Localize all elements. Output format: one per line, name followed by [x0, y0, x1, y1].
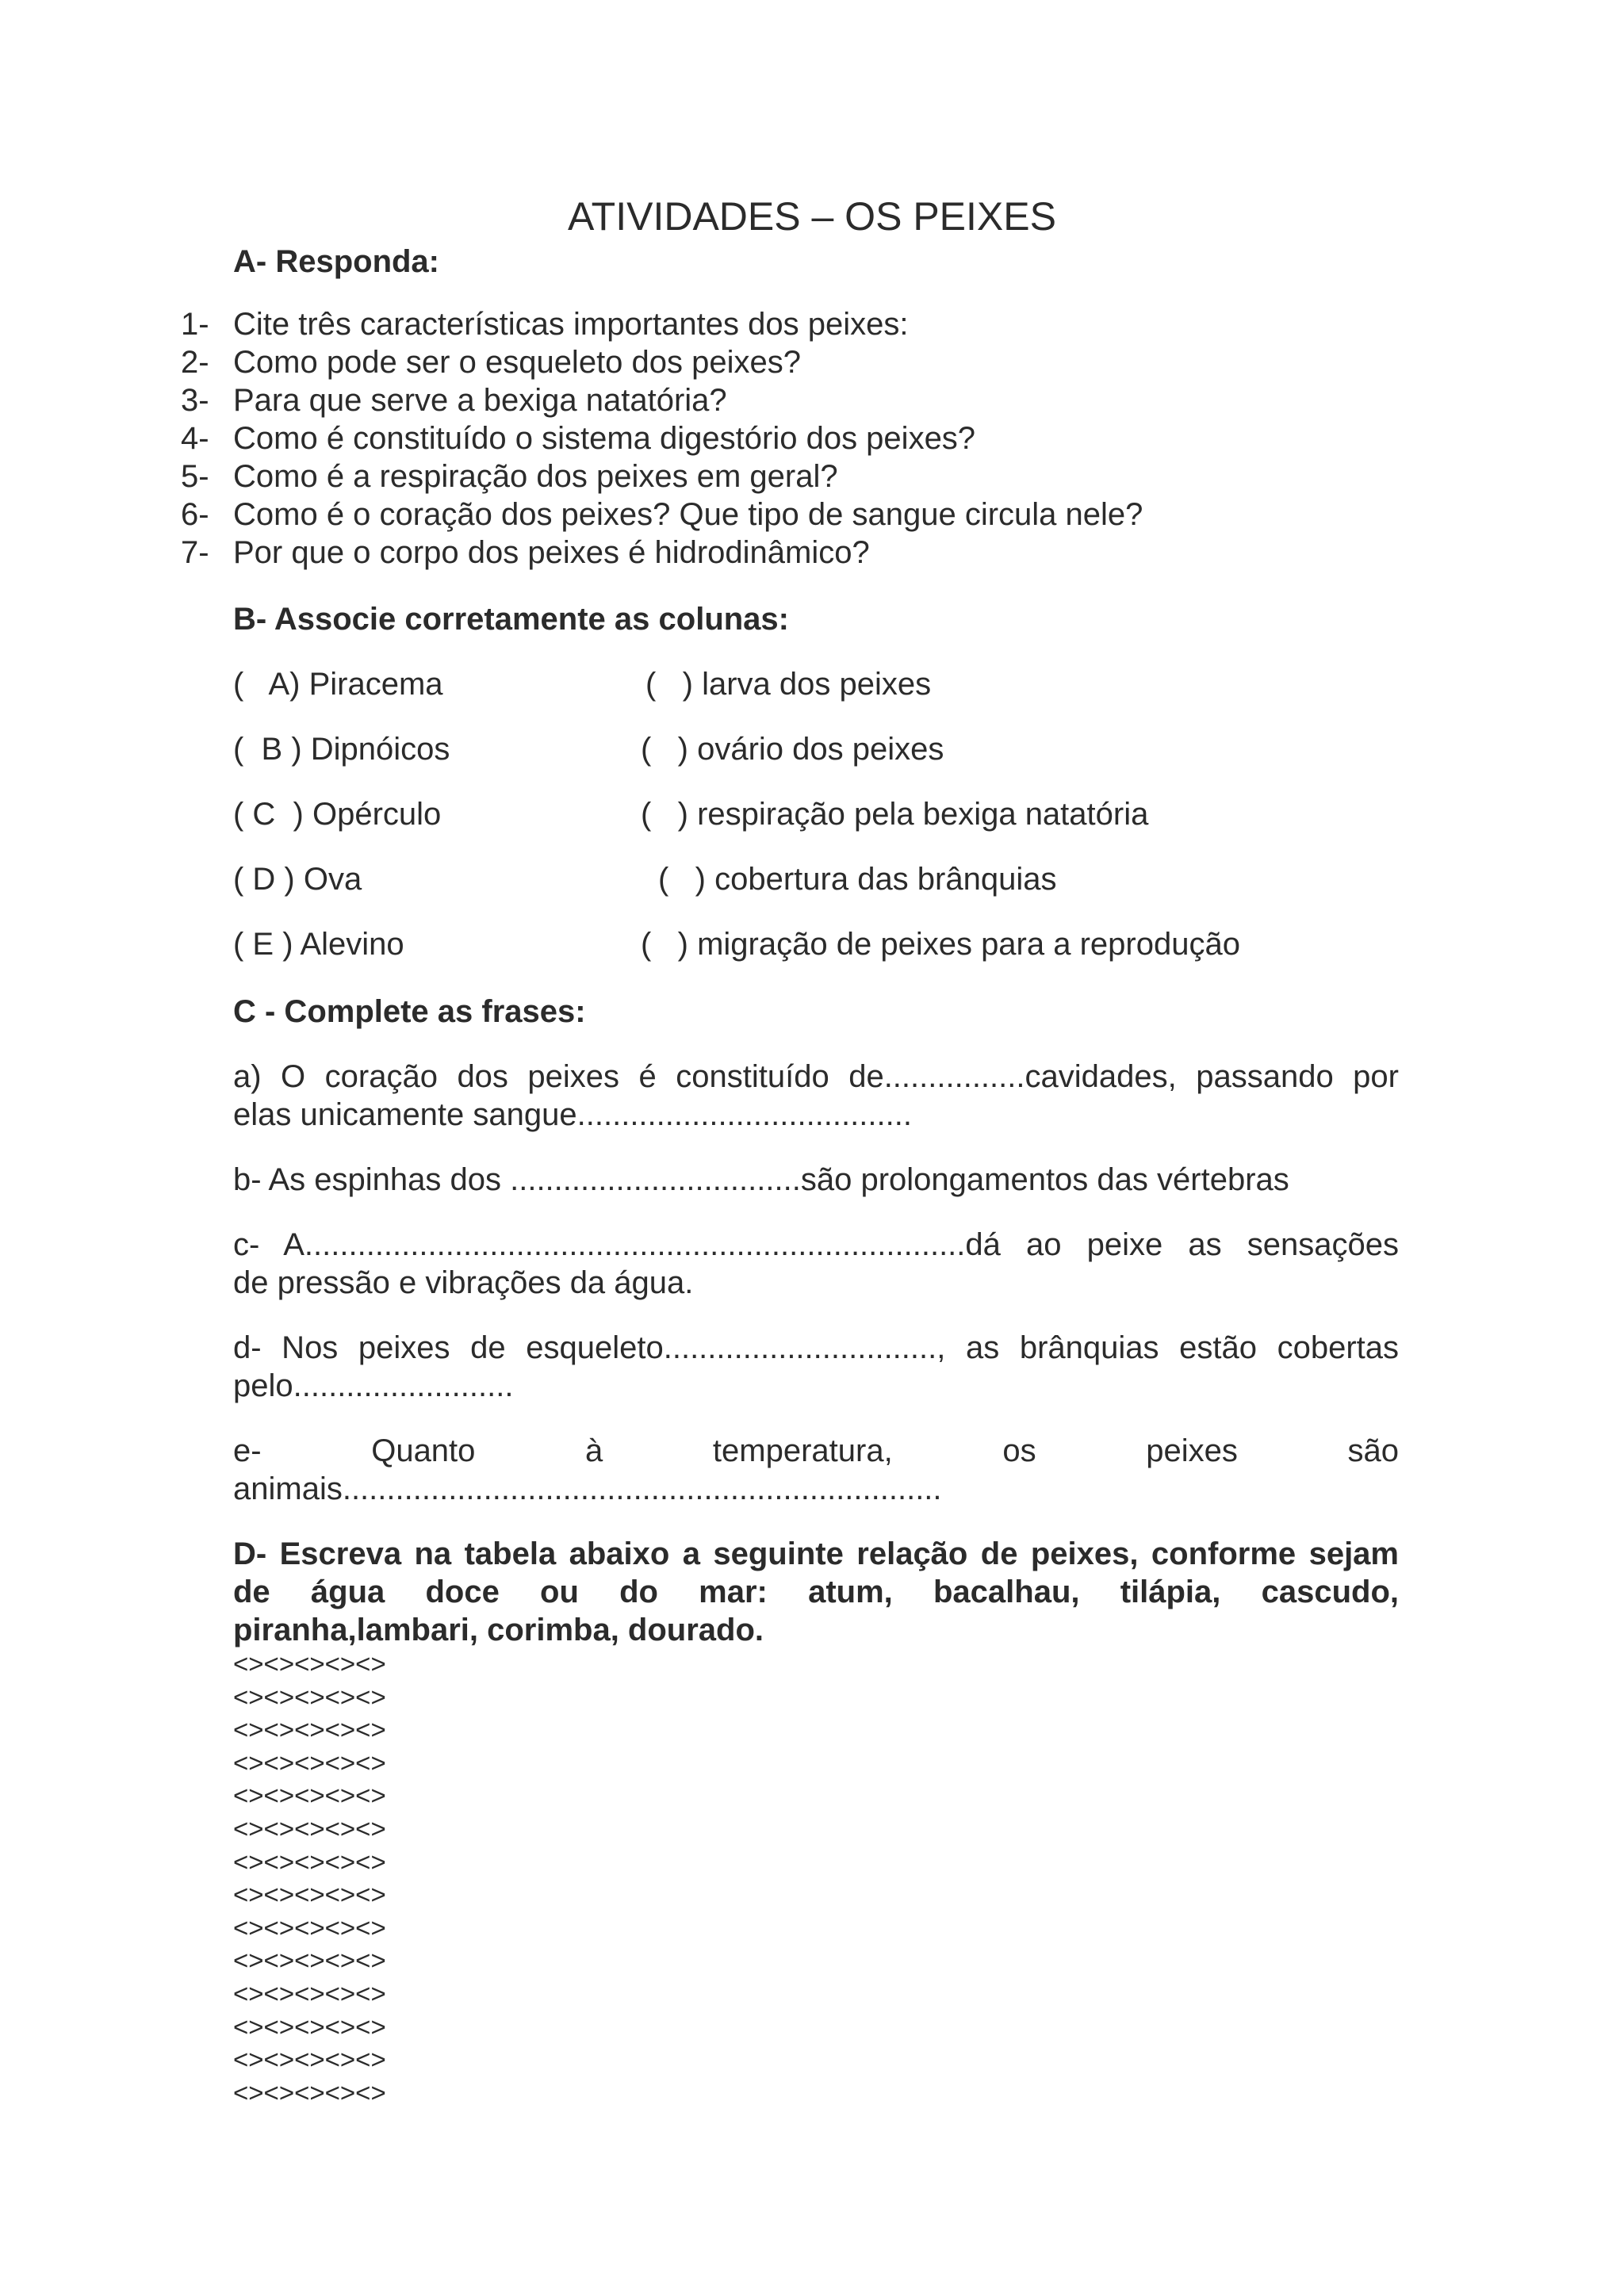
question-number: 7-: [181, 535, 209, 570]
sentence-c-line2: de pressão e vibrações da água.: [233, 1265, 694, 1300]
question-number: 1-: [181, 307, 209, 342]
list-item: [181, 457, 1143, 496]
placeholder-row: <><><><><>: [233, 1946, 386, 1976]
sentence-d-line2: pelo.........................: [233, 1368, 514, 1403]
placeholder-row: <><><><><>: [233, 1649, 386, 1678]
placeholder-row: <><><><><>: [233, 2011, 386, 2042]
sentence-a-line1: a) O coração dos peixes é constituído de................cavidades, passando por: [233, 1059, 1399, 1094]
placeholder-row: <><><><><>: [233, 1978, 386, 2008]
association-left-item: ( E ) Alevino: [233, 927, 404, 962]
association-right-item: ( ) migração de peixes para a reprodução: [641, 927, 1240, 962]
sentence-e-word: temperatura,: [712, 1433, 893, 1468]
table-placeholder-list: [233, 1647, 386, 2109]
list-item: [181, 305, 1143, 343]
association-left-item: ( C ) Opérculo: [233, 797, 442, 832]
association-right-item: ( ) respiração pela bexiga natatória: [641, 797, 1149, 832]
sentence-e-line2: animais....................................................................: [233, 1471, 942, 1506]
section-d-line3: piranha,lambari, corimba, dourado.: [233, 1613, 764, 1647]
question-text: Cite três características importantes dos peixes:: [233, 307, 909, 342]
association-right-item: ( ) larva dos peixes: [645, 667, 932, 702]
question-list: [181, 305, 1143, 572]
question-number: 6-: [181, 497, 209, 532]
placeholder-row: <><><><><>: [233, 1846, 386, 1877]
placeholder-row: <><><><><>: [233, 1880, 386, 1910]
section-c-heading: C - Complete as frases:: [233, 994, 586, 1029]
section-d-line2: de água doce ou do mar: atum, bacalhau, tilápia, cascudo,: [233, 1575, 1399, 1609]
association-left-item: ( D ) Ova: [233, 862, 362, 897]
section-b-heading: B- Associe corretamente as colunas:: [233, 602, 789, 637]
placeholder-row: <><><><><>: [233, 2045, 386, 2075]
sentence-e-word: à: [585, 1433, 603, 1468]
sentence-e-word: Quanto: [371, 1433, 476, 1468]
sentence-d-line1: d- Nos peixes de esqueleto..............................., as brânquias estão cobertas: [233, 1330, 1399, 1365]
list-item: [181, 343, 1143, 381]
question-text: Como é a respiração dos peixes em geral?: [233, 459, 838, 494]
placeholder-row: <><><><><>: [233, 2077, 386, 2107]
question-text: Por que o corpo dos peixes é hidrodinâmico?: [233, 535, 870, 570]
sentence-d: [233, 1329, 1399, 1405]
page-title: ATIVIDADES – OS PEIXES: [568, 194, 1056, 239]
question-number: 5-: [181, 459, 209, 494]
sentence-e-line1: [233, 1432, 1399, 1470]
sentence-e-word: os: [1002, 1433, 1036, 1468]
section-a-heading: A- Responda:: [233, 244, 439, 279]
section-d-line1: D- Escreva na tabela abaixo a seguinte relação de peixes, conforme sejam: [233, 1536, 1399, 1571]
question-text: Como é constituído o sistema digestório dos peixes?: [233, 421, 976, 456]
association-left-item: ( B ) Dipnóicos: [233, 732, 450, 767]
sentence-a: [233, 1058, 1399, 1134]
placeholder-row: <><><><><>: [233, 1813, 386, 1843]
placeholder-row: <><><><><>: [233, 1781, 386, 1811]
question-number: 2-: [181, 345, 209, 380]
question-text: Como pode ser o esqueleto dos peixes?: [233, 345, 802, 380]
sentence-a-line2: elas unicamente sangue......................................: [233, 1097, 912, 1132]
section-d-instructions: [233, 1535, 1399, 1649]
sentence-c: [233, 1226, 1399, 1302]
association-right-item: ( ) ovário dos peixes: [641, 732, 944, 767]
sentence-e-word: são: [1347, 1433, 1399, 1468]
placeholder-row: <><><><><>: [233, 1682, 386, 1712]
list-item: [181, 381, 1143, 419]
sentence-e: [233, 1432, 1399, 1508]
sentence-b: b- As espinhas dos .................................são prolongamentos das vértebras: [233, 1162, 1289, 1197]
list-item: [181, 419, 1143, 457]
sentence-e-word: e-: [233, 1433, 262, 1468]
sentence-e-word: peixes: [1146, 1433, 1238, 1468]
question-text: Como é o coração dos peixes? Que tipo de sangue circula nele?: [233, 497, 1143, 532]
question-text: Para que serve a bexiga natatória?: [233, 383, 727, 418]
question-number: 4-: [181, 421, 209, 456]
placeholder-row: <><><><><>: [233, 1912, 386, 1942]
list-item: [181, 496, 1143, 534]
association-right-item: ( ) cobertura das brânquias: [658, 862, 1057, 897]
sentence-c-line1: c- A...........................................................................dá ao peixe as sensações: [233, 1227, 1399, 1262]
question-number: 3-: [181, 383, 209, 418]
placeholder-row: <><><><><>: [233, 1747, 386, 1777]
association-left-item: ( A) Piracema: [233, 667, 443, 702]
placeholder-row: <><><><><>: [233, 1715, 386, 1745]
list-item: [181, 534, 1143, 572]
